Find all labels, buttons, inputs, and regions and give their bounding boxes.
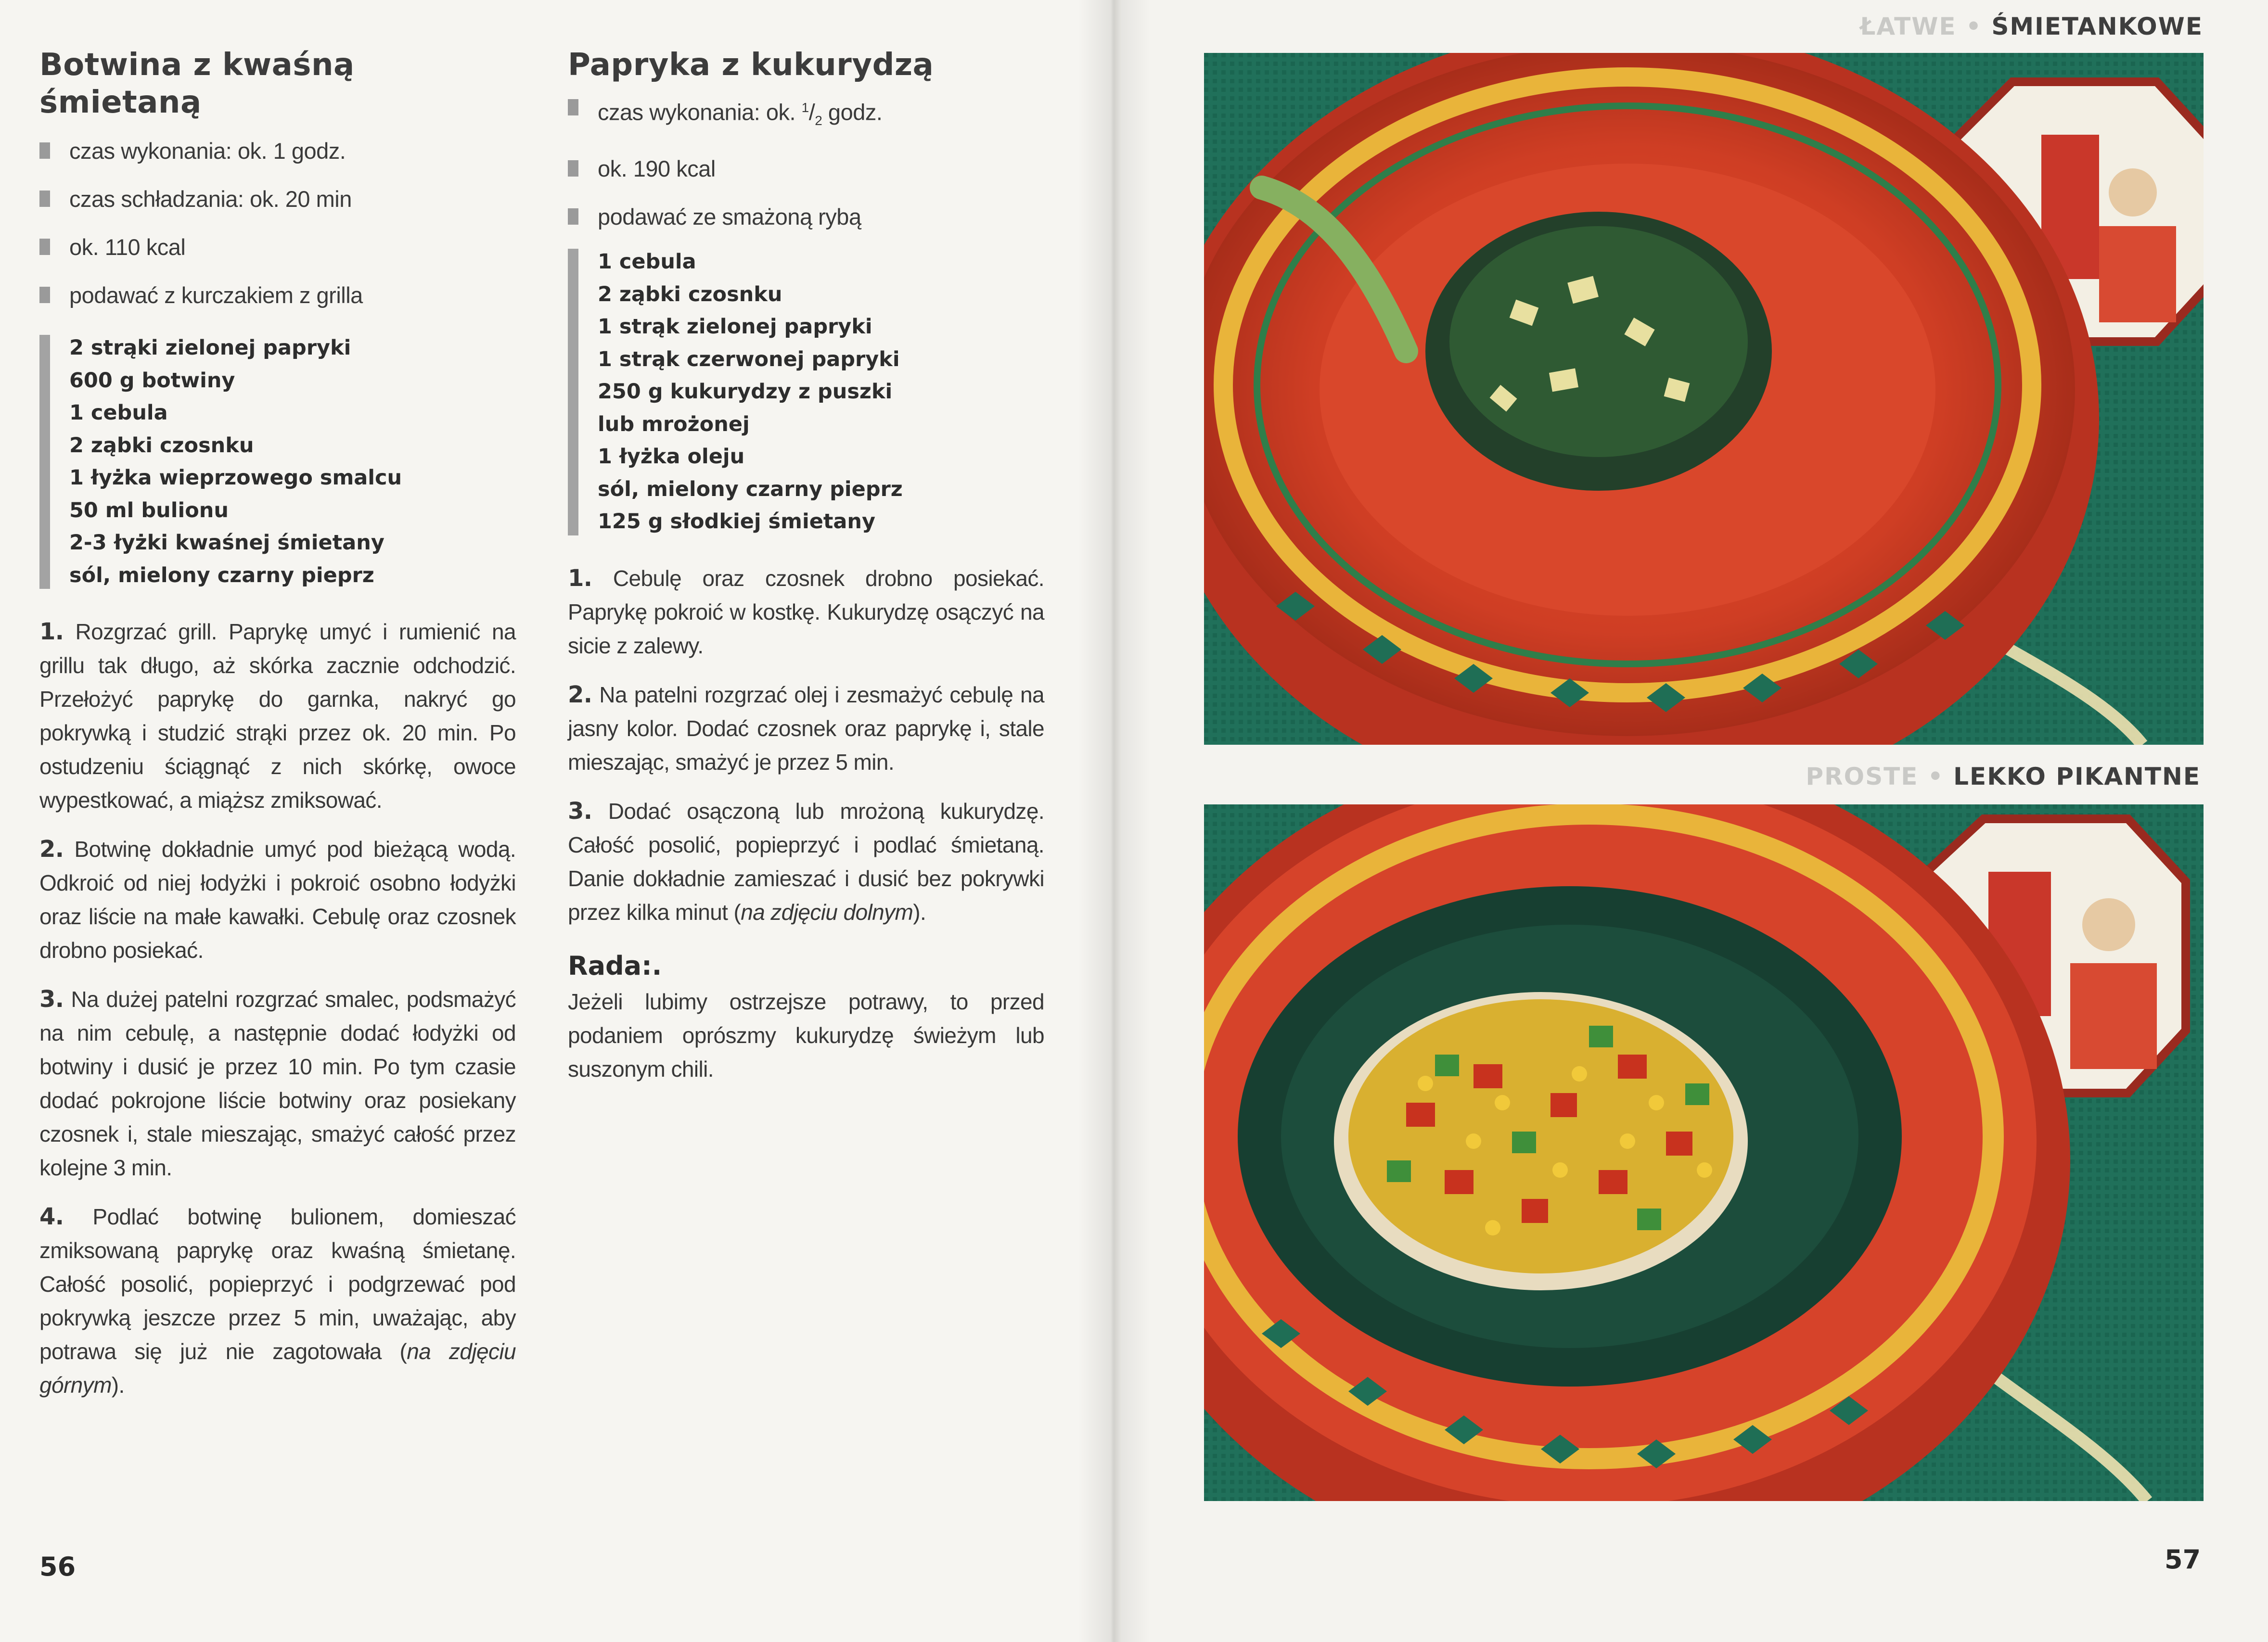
tip-title: Rada:.	[568, 950, 662, 981]
ingredient: 125 g słodkiej śmietany	[598, 509, 876, 534]
step-2: 2. Botwinę dokładnie umyć pod bieżącą wodą. Odkroić od niej łodyżki i pokroić osobno łodyżki oraz liście na małe kawałki. Cebulę oraz czosnek drobno posiekać.	[39, 836, 516, 963]
ingredient: 50 ml bulionu	[69, 498, 229, 522]
recipe-meta-list	[568, 84, 1044, 241]
step-1: 1. Cebulę oraz czosnek drobno posiekać. Paprykę pokroić w kostkę. Kukurydzę osączyć na sicie z zalewy.	[568, 564, 1044, 658]
recipe-papryka	[568, 46, 1044, 1086]
recipe-title: Papryka z kukurydzą	[568, 47, 934, 83]
book-gutter	[1078, 0, 1150, 1642]
ingredients-list	[39, 332, 516, 592]
meta-serving: podawać z kurczakiem z grilla	[39, 271, 516, 319]
meta-prep-time: czas wykonania: ok. 1 godz.	[39, 127, 516, 175]
ingredient: 1 cebula	[69, 401, 168, 425]
meta-calories: ok. 110 kcal	[39, 223, 516, 271]
category-label-bottom: PROSTE • LEKKO PIKANTNE	[1806, 763, 2201, 790]
recipe-meta-list	[39, 127, 516, 319]
ingredient: 1 cebula	[598, 250, 696, 274]
ingredient: 1 łyżka oleju	[598, 445, 745, 469]
tip-text: Jeżeli lubimy ostrzejsze potrawy, to przed podaniem oprószmy kukurydzę świeżym lub suszonym chili.	[568, 989, 1044, 1082]
meta-calories: ok. 190 kcal	[568, 145, 1044, 193]
recipe-title: Botwina z kwaśną śmietaną	[39, 47, 355, 120]
photo-botwina-dish	[1204, 53, 2204, 745]
ingredients-list	[568, 246, 1044, 538]
meta-prep-time: czas wykonania: ok. $^1/_2$ godz.	[568, 84, 1044, 145]
recipe-botwina	[39, 46, 516, 1402]
ingredient: 600 g botwiny	[69, 368, 235, 393]
step-3: 3. Dodać osączoną lub mrożoną kukurydzę. Całość posolić, popieprzyć i podlać śmietaną. Danie dokładnie zamieszać i dusić bez pokrywki przez kilka minut (na zdjęciu dolnym).	[568, 797, 1044, 925]
step-4: 4. Podlać botwinę bulionem, domieszać zmiksowaną paprykę oraz kwaśną śmietanę. Całość posolić, popieprzyć i podgrzewać pod pokrywką jeszcze przez 5 min, uważając, aby potrawa się już nie zagotowała (na zdjęciu górnym).	[39, 1203, 516, 1398]
ingredient: sól, mielony czarny pieprz	[598, 477, 903, 501]
ingredient: 1 strąk zielonej papryki	[598, 315, 872, 339]
page-number-left: 56	[39, 1552, 76, 1582]
ingredient: sól, mielony czarny pieprz	[69, 563, 374, 587]
ingredient: 250 g kukurydzy z puszki	[598, 380, 893, 404]
step-3: 3. Na dużej patelni rozgrzać smalec, podsmażyć na nim cebulę, a następnie dodać łodyżki od botwiny i dusić je przez 10 min. Po tym czasie dodać pokrojone liście botwiny oraz posiekany czosnek i, stale mieszając, smażyć całość przez kolejne 3 min.	[39, 986, 516, 1180]
photo-papryka-dish	[1204, 804, 2204, 1501]
ingredient: 2 ząbki czosnku	[598, 282, 782, 306]
ingredient: 2 ząbki czosnku	[69, 433, 254, 458]
step-1: 1. Rozgrzać grill. Paprykę umyć i rumienić na grillu tak długo, aż skórka zacznie odchodzić. Przełożyć paprykę do garnka, nakryć go pokrywką i studzić strąki przez ok. 20 min. Po ostudzeniu ściągnąć z nich skórkę, owoce wypestkować, a miąższ zmiksować.	[39, 618, 516, 813]
step-2: 2. Na patelni rozgrzać olej i zesmażyć cebulę na jasny kolor. Dodać czosnek oraz paprykę i, stale mieszając, smażyć je przez 5 min.	[568, 681, 1044, 775]
meta-serving: podawać ze smażoną rybą	[568, 193, 1044, 241]
page-number-right: 57	[2165, 1544, 2201, 1575]
ingredient: 2 strąki zielonej papryki	[69, 336, 351, 360]
category-label-top: ŁATWE • ŚMIETANKOWE	[1860, 13, 2203, 40]
ingredient: 1 łyżka wieprzowego smalcu	[69, 466, 402, 490]
ingredient: lub mrożonej	[598, 412, 750, 436]
ingredient: 2-3 łyżki kwaśnej śmietany	[69, 531, 384, 555]
ingredient: 1 strąk czerwonej papryki	[598, 347, 900, 371]
meta-chill-time: czas schładzania: ok. 20 min	[39, 175, 516, 223]
